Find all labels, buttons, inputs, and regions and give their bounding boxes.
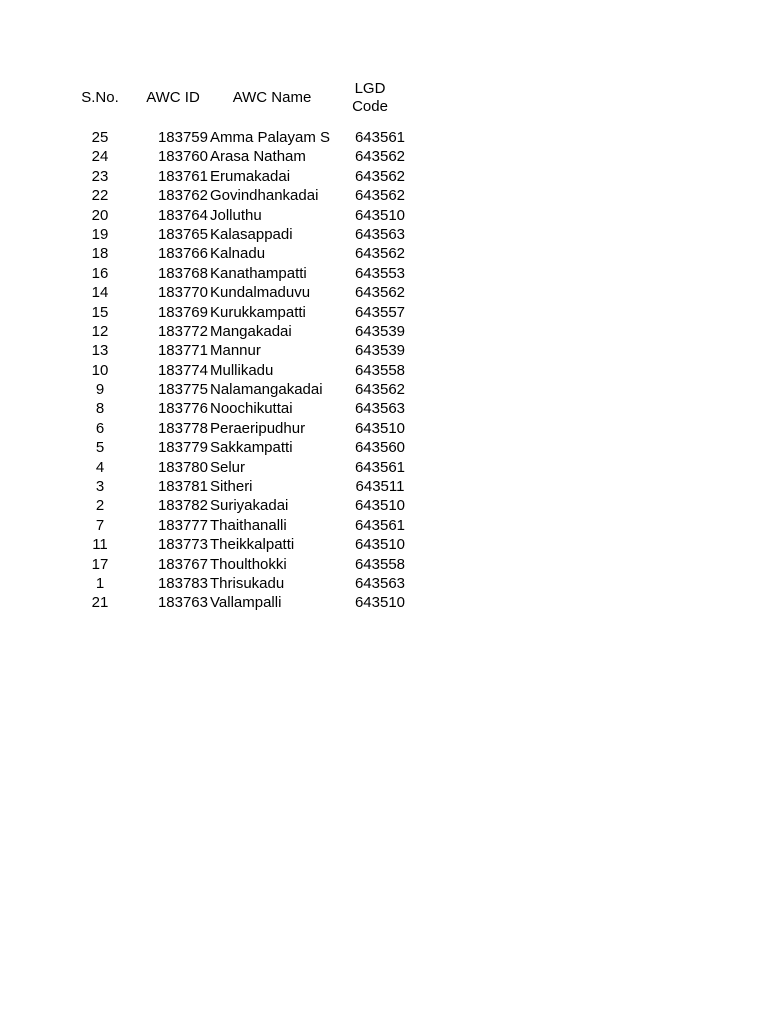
lgd-code-cell: 643560 (354, 439, 406, 457)
header-lgd-line2: Code (352, 98, 388, 115)
sno-cell: 5 (95, 439, 105, 457)
awc-name-cell: Peraeripudhur (210, 419, 306, 437)
lgd-code-cell: 643563 (354, 225, 406, 243)
awc-name-cell: Nalamangakadai (210, 381, 323, 399)
awc-id-cell: 183764 (157, 206, 208, 224)
awc-id-cell: 183774 (157, 361, 208, 379)
awc-name-cell: Arasa Natham (210, 148, 306, 166)
sno-cell: 8 (95, 400, 105, 418)
table-row (0, 147, 768, 166)
lgd-code-cell: 643553 (354, 264, 406, 282)
awc-id-cell: 183770 (157, 284, 208, 302)
awc-id-cell: 183767 (157, 555, 208, 573)
sno-cell: 9 (95, 381, 105, 399)
lgd-code-cell: 643563 (354, 574, 406, 592)
awc-name-cell: Thaithanalli (210, 516, 287, 534)
lgd-code-cell: 643510 (354, 594, 406, 612)
awc-name-cell: Kanathampatti (210, 264, 307, 282)
table-row (0, 341, 768, 360)
sno-cell: 18 (91, 245, 109, 263)
awc-name-cell: Govindhankadai (210, 187, 319, 205)
sno-cell: 14 (91, 284, 109, 302)
lgd-code-cell: 643561 (354, 129, 406, 146)
awc-name-cell: Kurukkampatti (210, 303, 306, 321)
lgd-code-cell: 643563 (354, 400, 406, 418)
awc-name-cell: Kalasappadi (210, 225, 293, 243)
table-row (0, 593, 768, 612)
awc-id-cell: 183771 (157, 342, 208, 360)
table-row (0, 186, 768, 205)
awc-id-cell: 183776 (157, 400, 208, 418)
awc-name-cell: Suriyakadai (210, 497, 289, 515)
awc-id-cell: 183783 (157, 574, 208, 592)
lgd-code-cell: 643510 (354, 497, 406, 515)
awc-id-cell: 183780 (157, 458, 208, 476)
header-awc-id: AWC ID (146, 89, 200, 106)
table-row (0, 264, 768, 283)
lgd-code-cell: 643562 (354, 381, 406, 399)
awc-id-cell: 183772 (157, 322, 208, 340)
sno-cell: 3 (95, 478, 105, 496)
awc-id-cell: 183775 (157, 381, 208, 399)
awc-name-cell: Noochikuttai (210, 400, 293, 418)
sno-cell: 1 (95, 574, 105, 592)
sno-cell: 19 (91, 225, 109, 243)
sno-cell: 20 (91, 206, 109, 224)
lgd-code-cell: 643510 (354, 206, 406, 224)
sno-cell: 2 (95, 497, 105, 515)
awc-id-cell: 183781 (157, 478, 208, 496)
awc-id-cell: 183777 (157, 516, 208, 534)
sno-cell: 21 (91, 594, 109, 612)
awc-id-cell: 183769 (157, 303, 208, 321)
table-row (0, 303, 768, 322)
awc-id-cell: 183768 (157, 264, 208, 282)
sno-cell: 4 (95, 458, 105, 476)
sno-cell: 12 (91, 322, 109, 340)
lgd-code-cell: 643558 (354, 361, 406, 379)
awc-name-cell: Mangakadai (210, 322, 292, 340)
table-row (0, 128, 768, 147)
lgd-code-cell: 643562 (354, 167, 406, 185)
awc-name-cell: Sitheri (210, 478, 253, 496)
sno-cell: 10 (91, 361, 109, 379)
awc-name-cell: Thrisukadu (210, 574, 285, 592)
sno-cell: 7 (95, 516, 105, 534)
awc-id-cell: 183760 (157, 148, 208, 166)
lgd-code-cell: 643562 (354, 187, 406, 205)
awc-name-cell: Erumakadai (210, 167, 291, 185)
table-row (0, 496, 768, 515)
lgd-code-cell: 643561 (354, 458, 406, 476)
lgd-code-cell: 643562 (354, 245, 406, 263)
table-row (0, 283, 768, 302)
lgd-code-cell: 643557 (354, 303, 406, 321)
awc-id-cell: 183778 (157, 419, 208, 437)
sno-cell: 16 (91, 264, 109, 282)
lgd-code-cell: 643562 (354, 148, 406, 166)
table-row (0, 535, 768, 554)
table-row (0, 458, 768, 477)
lgd-code-cell: 643511 (355, 478, 405, 496)
awc-name-cell: Mannur (210, 342, 261, 360)
lgd-code-cell: 643510 (354, 419, 406, 437)
lgd-code-cell: 643510 (354, 536, 406, 554)
lgd-code-cell: 643561 (354, 516, 406, 534)
awc-id-cell: 183763 (157, 594, 208, 612)
sno-cell: 11 (92, 536, 108, 554)
awc-id-cell: 183765 (157, 225, 208, 243)
table-row (0, 477, 768, 496)
awc-id-cell: 183761 (157, 167, 208, 185)
table-row (0, 399, 768, 418)
table-row (0, 322, 768, 341)
awc-name-cell: Jolluthu (210, 206, 262, 224)
header-sno: S.No. (81, 89, 119, 106)
lgd-code-cell: 643558 (354, 555, 406, 573)
sno-cell: 17 (91, 555, 109, 573)
header-lgd-line1: LGD (354, 80, 386, 97)
awc-id-cell: 183766 (157, 245, 208, 263)
awc-id-cell: 183782 (157, 497, 208, 515)
sno-cell: 22 (91, 187, 109, 205)
awc-id-cell: 183762 (157, 187, 208, 205)
table-row (0, 244, 768, 263)
table-row (0, 574, 768, 593)
table-row (0, 361, 768, 380)
awc-id-cell: 183759 (157, 129, 208, 146)
awc-id-cell: 183773 (157, 536, 208, 554)
sno-cell: 23 (91, 167, 109, 185)
awc-name-cell: Vallampalli (210, 594, 282, 612)
header-lgd-code (340, 80, 400, 116)
table-row (0, 555, 768, 574)
awc-name-cell: Thoulthokki (210, 555, 287, 573)
sno-cell: 24 (91, 148, 109, 166)
lgd-code-cell: 643562 (354, 284, 406, 302)
awc-name-cell: Selur (210, 458, 246, 476)
sno-cell: 25 (91, 129, 109, 146)
awc-name-cell: Theikkalpatti (210, 536, 295, 554)
table-row (0, 419, 768, 438)
table-row (0, 380, 768, 399)
sno-cell: 15 (91, 303, 109, 321)
sno-cell: 13 (91, 342, 109, 360)
awc-name-cell: Kalnadu (210, 245, 266, 263)
table-row (0, 225, 768, 244)
lgd-code-cell: 643539 (354, 322, 406, 340)
table-row (0, 516, 768, 535)
header-awc-name: AWC Name (232, 89, 312, 106)
awc-name-cell: Kundalmaduvu (210, 284, 311, 302)
sno-cell: 6 (95, 419, 105, 437)
data-rows (0, 128, 768, 613)
lgd-code-cell: 643539 (354, 342, 406, 360)
table-row (0, 206, 768, 225)
table-row (0, 438, 768, 457)
awc-id-cell: 183779 (157, 439, 208, 457)
awc-name-cell: Mullikadu (210, 361, 274, 379)
awc-name-cell: Sakkampatti (210, 439, 293, 457)
awc-name-cell: Amma Palayam S (210, 129, 331, 146)
table-row (0, 167, 768, 186)
